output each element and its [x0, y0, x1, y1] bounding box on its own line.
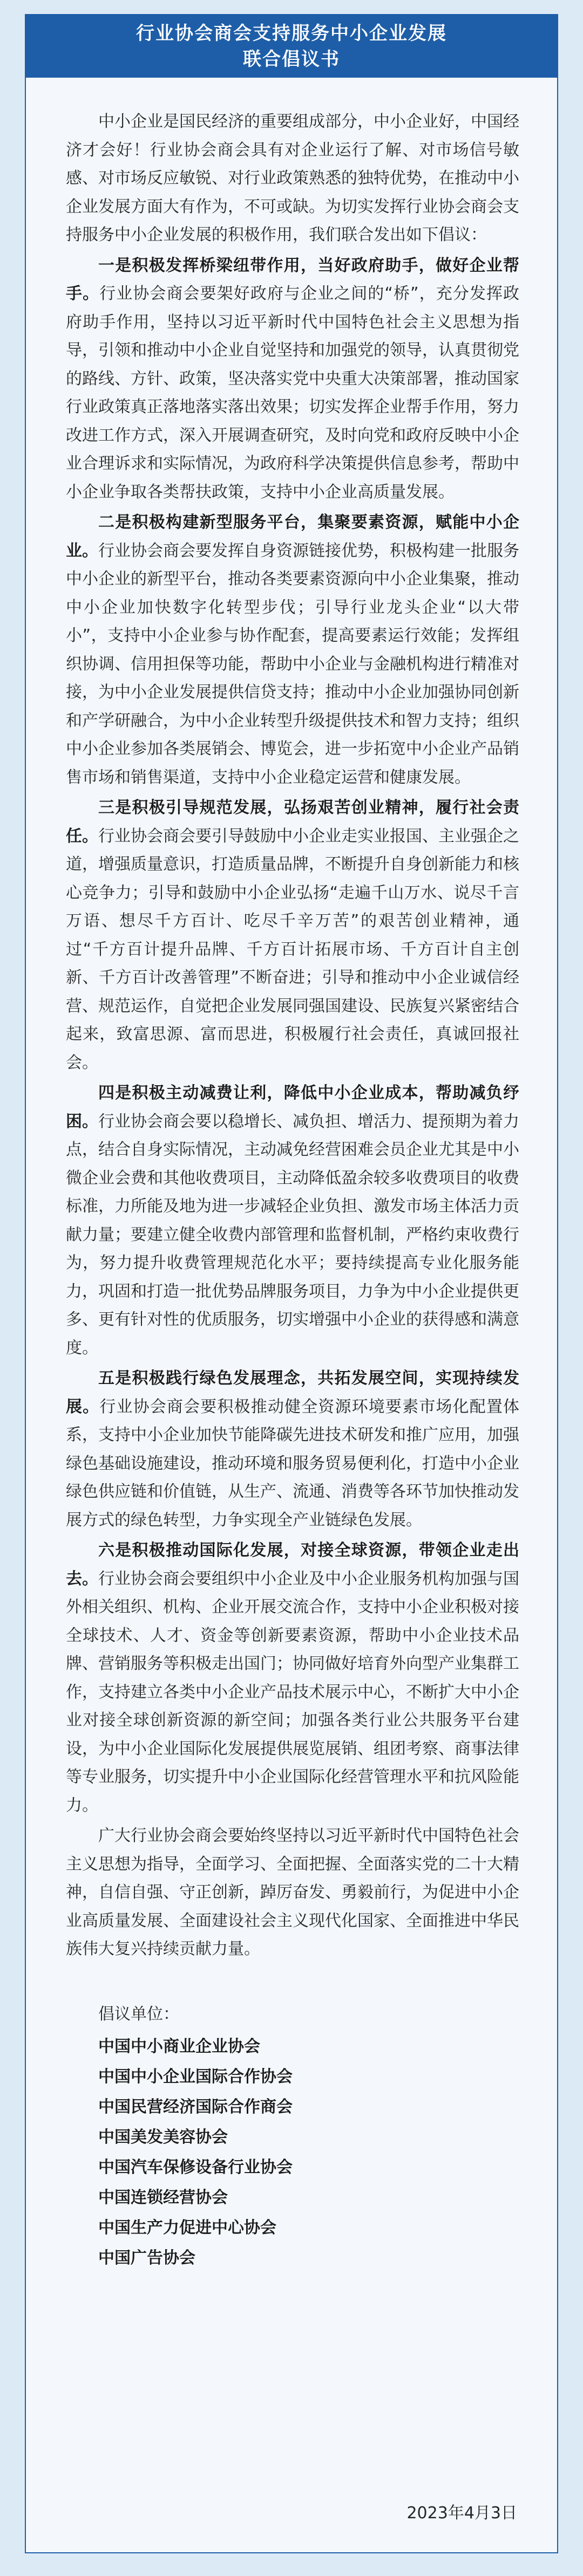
section-heading: 二是积极构建新型服务平台，集聚要素资源，赋能中小企业。	[66, 513, 519, 560]
section-heading: 四是积极主动减费让利，降低中小企业成本，帮助减负纾困。	[66, 1084, 519, 1131]
document-date: 2023年4月3日	[406, 2504, 517, 2523]
section-heading: 三是积极引导规范发展，弘扬艰苦创业精神，履行社会责任。	[66, 798, 519, 846]
section-paragraph	[66, 509, 519, 792]
document-body	[25, 78, 558, 2553]
section-paragraph	[66, 1537, 519, 1820]
section-text: 行业协会商会要架好政府与企业之间的“桥”，充分发挥政府助手作用，坚持以习近平新时代中国特色社会主义思想为指导，引领和推动中小企业自觉坚持和加强党的领导，认真贯彻党的路线、方针、政策，坚决落实党中央重大决策部署，推动国家行业政策真正落地落实落出效果；切实发挥企业帮手作用，努力改进工作方式，深入开展调查研究，及时向党和政府反映中小企业合理诉求和实际情况，为政府科学决策提供信息参考，帮助中小企业争取各类帮扶政策，支持中小企业高质量发展。	[66, 284, 520, 502]
document-title: 行业协会商会支持服务中小企业发展	[136, 23, 447, 44]
proposer-label: 倡议单位：	[98, 2004, 179, 2024]
proposer-org: 中国连锁经营协会	[98, 2188, 228, 2207]
proposer-org: 中国中小企业国际合作协会	[98, 2067, 293, 2086]
title-banner	[25, 14, 558, 78]
proposer-list	[66, 1999, 519, 2273]
proposer-org: 中国汽车保修设备行业协会	[98, 2157, 293, 2177]
section-paragraph	[66, 1079, 519, 1362]
section-paragraph	[66, 1365, 519, 1534]
section-heading: 五是积极践行绿色发展理念，共拓发展空间，实现持续发展。	[66, 1369, 519, 1416]
proposer-org: 中国美发美容协会	[98, 2127, 228, 2147]
section-paragraph	[66, 252, 519, 507]
section-heading: 六是积极推动国际化发展，对接全球资源，带领企业走出去。	[66, 1541, 519, 1588]
proposer-org: 中国生产力促进中心协会	[98, 2218, 276, 2237]
closing-paragraph: 广大行业协会商会要始终坚持以习近平新时代中国特色社会主义思想为指导，全面学习、全面把握、全面落实党的二十大精神，自信自强、守正创新，踔厉奋发、勇毅前行，为促进中小企业高质量发展、全面建设社会主义现代化国家、全面推进中华民族伟大复兴持续贡献力量。	[66, 1826, 519, 1958]
section-text: 行业协会商会要组织中小企业及中小企业服务机构加强与国外相关组织、机构、企业开展交流合作，支持中小企业积极对接全球技术、人才、资金等创新要素资源，帮助中小企业技术品牌、营销服务等积极走出国门；协同做好培育外向型产业集群工作，支持建立各类中小企业产品技术展示中心，不断扩大中小企业对接全球创新资源的新空间；加强各类行业公共服务平台建设，为中小企业国际化发展提供展览展销、组团考察、商事法律等专业服务，切实提升中小企业国际化经营管理水平和抗风险能力。	[66, 1569, 519, 1815]
section-text: 行业协会商会要积极推动健全资源环境要素市场化配置体系，支持中小企业加快节能降碳先进技术研发和推广应用，加强绿色基础设施建设，推动环境和服务贸易便利化，打造中小企业绿色供应链和价值链，从生产、流通、消费等各环节加快推动发展方式的绿色转型，力争实现全产业链绿色发展。	[66, 1397, 520, 1530]
proposer-org: 中国广告协会	[98, 2248, 195, 2267]
document-subtitle: 联合倡议书	[243, 49, 340, 70]
intro-paragraph: 中小企业是国民经济的重要组成部分，中小企业好，中国经济才会好！行业协会商会具有对企业运行了解、对市场信号敏感、对市场反应敏锐、对行业政策熟悉的独特优势，在推动中小企业发展方面大有作为，不可或缺。为切实发挥行业协会商会支持服务中小企业发展的积极作用，我们联合发出如下倡议：	[66, 112, 519, 244]
proposer-org: 中国中小商业企业协会	[98, 2037, 260, 2056]
section-text: 行业协会商会要引导鼓励中小企业走实业报国、主业强企之道，增强质量意识，打造质量品牌，不断提升自身创新能力和核心竞争力；引导和鼓励中小企业弘扬“走遍千山万水、说尽千言万语、想尽千方百计、吃尽千辛万苦”的艰苦创业精神，通过“千方百计提升品牌、千方百计拓展市场、千方百计自主创新、千方百计改善管理”不断奋进；引导和推动中小企业诚信经营、规范运作，自觉把企业发展同强国建设、民族复兴紧密结合起来，致富思源、富而思进，积极履行社会责任，真诚回报社会。	[66, 826, 519, 1072]
section-heading: 一是积极发挥桥梁纽带作用，当好政府助手，做好企业帮手。	[66, 256, 519, 303]
section-text: 行业协会商会要以稳增长、减负担、增活力、提预期为着力点，结合自身实际情况，主动减免经营困难会员企业尤其是中小微企业会费和其他收费项目，主动降低盈余较多收费项目的收费标准，力所能及地为进一步减轻企业负担、激发市场主体活力贡献力量；要建立健全收费内部管理和监督机制，严格约束收费行为，努力提升收费管理规范化水平；要持续提高专业化服务能力，巩固和打造一批优势品牌服务项目，力争为中小企业提供更多、更有针对性的优质服务，切实增强中小企业的获得感和满意度。	[66, 1112, 519, 1358]
section-paragraph	[66, 794, 519, 1077]
proposer-org: 中国民营经济国际合作商会	[98, 2097, 293, 2116]
section-text: 行业协会商会要发挥自身资源链接优势，积极构建一批服务中小企业的新型平台，推动各类要素资源向中小企业集聚，推动中小企业加快数字化转型步伐；引导行业龙头企业“以大带小”，支持中小企业参与协作配套，提高要素运行效能；发挥组织协调、信用担保等功能，帮助中小企业与金融机构进行精准对接，为中小企业发展提供信贷支持；推动中小企业加强协同创新和产学研融合，为中小企业转型升级提供技术和智力支持；组织中小企业参加各类展销会、博览会，进一步拓宽中小企业产品销售市场和销售渠道，支持中小企业稳定运营和健康发展。	[66, 541, 519, 787]
